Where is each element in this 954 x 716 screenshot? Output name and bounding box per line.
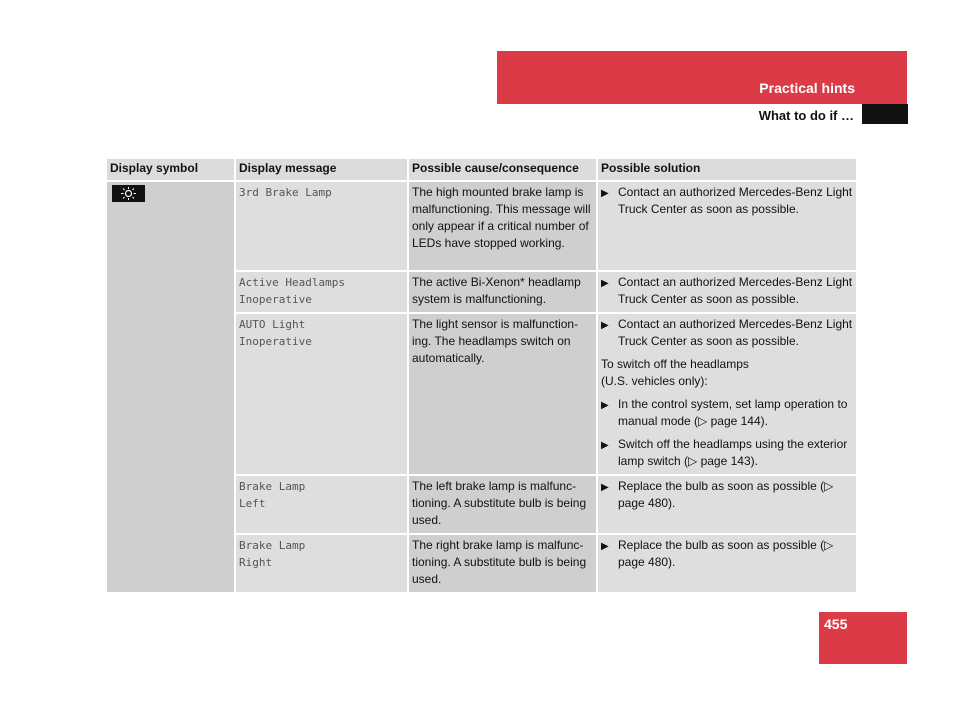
message-line: Brake Lamp <box>239 480 306 493</box>
message-line: Brake Lamp <box>239 539 306 552</box>
message-cell <box>235 475 408 534</box>
display-symbol-cell <box>107 181 235 593</box>
solution-bullet <box>601 316 853 350</box>
solution-cell <box>597 534 856 593</box>
cause-cell: The active Bi-Xenon* headlamp system is malfunctioning. <box>408 271 597 313</box>
column-header-symbol: Display symbol <box>107 159 235 181</box>
solution-bullet <box>601 274 853 308</box>
column-header-solution: Possible solution <box>597 159 856 181</box>
page-number: 455 <box>824 616 848 632</box>
message-line: Left <box>239 497 266 510</box>
solution-bullet <box>601 436 853 470</box>
solution-bullet <box>601 396 853 430</box>
cause-cell: The high mounted brake lamp is malfunctioning. This message will only appear if a critical number of LEDs have stopped working. <box>408 181 597 271</box>
bullet-arrow-icon: ▶ <box>601 482 609 493</box>
bullet-arrow-icon: ▶ <box>601 541 609 552</box>
solution-text: Contact an authorized Mercedes-Benz Light Truck Center as soon as possible. <box>618 317 853 348</box>
message-cell <box>235 534 408 593</box>
bullet-arrow-icon: ▶ <box>601 400 609 411</box>
column-header-message: Display message <box>235 159 408 181</box>
solution-text: Replace the bulb as soon as possible (▷ page 480). <box>618 538 834 569</box>
cause-cell: The left brake lamp is malfunc-tioning. A substitute bulb is being used. <box>408 475 597 534</box>
solution-bullet <box>601 184 853 218</box>
message-line: AUTO Light <box>239 318 306 331</box>
bullet-arrow-icon: ▶ <box>601 278 609 289</box>
message-cell <box>235 313 408 475</box>
hints-table <box>107 159 856 594</box>
solution-text: Replace the bulb as soon as possible (▷ page 480). <box>618 479 834 510</box>
solution-bullet <box>601 537 853 571</box>
header-bar <box>497 51 907 104</box>
message-line: Inoperative <box>239 335 312 348</box>
solution-cell <box>597 475 856 534</box>
table-row <box>107 181 856 271</box>
bullet-arrow-icon: ▶ <box>601 320 609 331</box>
message-line: Active Headlamps <box>239 276 345 289</box>
solution-note <box>601 356 853 390</box>
bullet-arrow-icon: ▶ <box>601 440 609 451</box>
cause-cell: The light sensor is malfunction-ing. The headlamps switch on automatically. <box>408 313 597 475</box>
solution-cell <box>597 271 856 313</box>
cause-cell: The right brake lamp is malfunc-tioning. A substitute bulb is being used. <box>408 534 597 593</box>
column-header-cause: Possible cause/consequence <box>408 159 597 181</box>
message-line: Inoperative <box>239 293 312 306</box>
solution-cell <box>597 313 856 475</box>
message-cell <box>235 271 408 313</box>
solution-bullet <box>601 478 853 512</box>
message-line: 3rd Brake Lamp <box>239 186 332 199</box>
section-title: Practical hints <box>759 80 855 96</box>
lamp-icon <box>112 185 145 202</box>
bullet-arrow-icon: ▶ <box>601 188 609 199</box>
message-line: Right <box>239 556 273 569</box>
solution-text: Switch off the headlamps using the exterior lamp switch (▷ page 143). <box>618 437 848 468</box>
note-line: (U.S. vehicles only): <box>601 374 708 388</box>
message-cell <box>235 181 408 271</box>
solution-text: Contact an authorized Mercedes-Benz Light Truck Center as soon as possible. <box>618 275 853 306</box>
subsection-title: What to do if … <box>758 108 854 123</box>
solution-text: In the control system, set lamp operation to manual mode (▷ page 144). <box>618 397 848 428</box>
solution-text: Contact an authorized Mercedes-Benz Light Truck Center as soon as possible. <box>618 185 853 216</box>
solution-cell <box>597 181 856 271</box>
table-header-row <box>107 159 856 181</box>
note-line: To switch off the headlamps <box>601 357 749 371</box>
section-tab-marker <box>862 104 908 124</box>
